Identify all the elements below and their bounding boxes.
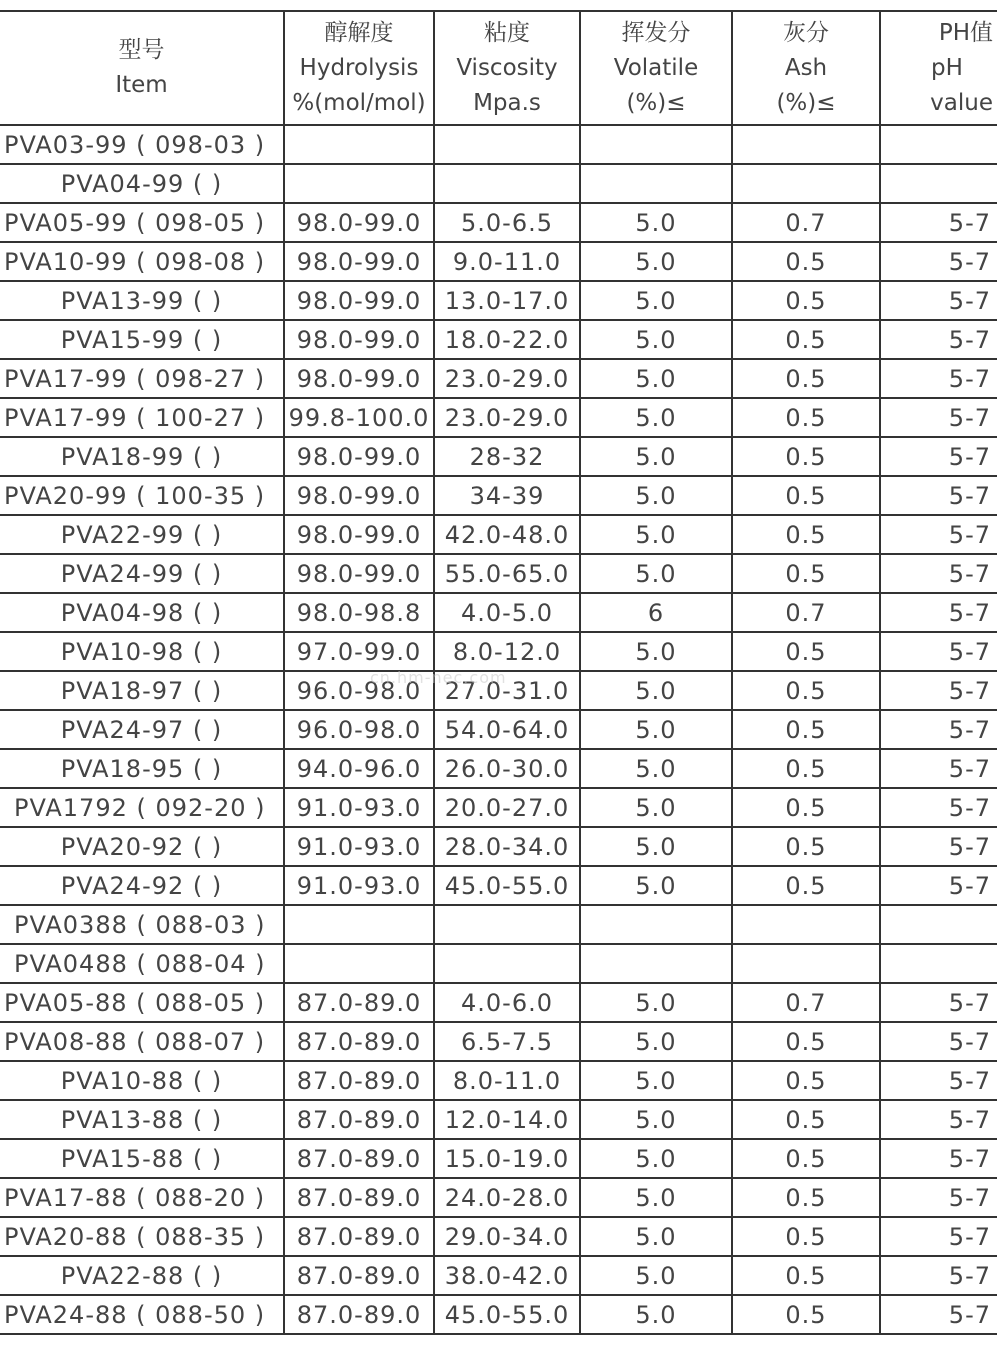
cell-viscosity [434, 164, 580, 203]
cell-ash: 0.5 [732, 476, 880, 515]
cell-hydrolysis: 98.0-98.8 [284, 593, 434, 632]
cell-item: PVA10-99 ( 098-08 ) [0, 242, 284, 281]
cell-hydrolysis: 87.0-89.0 [284, 1256, 434, 1295]
header-volatile [580, 11, 732, 125]
table-row [0, 398, 997, 437]
table-row [0, 164, 997, 203]
cell-viscosity: 34-39 [434, 476, 580, 515]
cell-viscosity: 12.0-14.0 [434, 1100, 580, 1139]
table-row [0, 203, 997, 242]
cell-item: PVA03-99 ( 098-03 ) [0, 125, 284, 164]
cell-hydrolysis: 87.0-89.0 [284, 1139, 434, 1178]
cell-item: PVA20-99 ( 100-35 ) [0, 476, 284, 515]
table-row [0, 944, 997, 983]
cell-item: PVA17-99 ( 098-27 ) [0, 359, 284, 398]
header-hydrolysis-en: Hydrolysis [299, 54, 419, 81]
cell-volatile: 5.0 [580, 1256, 732, 1295]
cell-hydrolysis: 98.0-99.0 [284, 281, 434, 320]
header-volatile-unit: (%)≤ [626, 89, 686, 116]
cell-ph: 5-7 [880, 476, 997, 515]
cell-ash [732, 164, 880, 203]
cell-hydrolysis: 87.0-89.0 [284, 1295, 434, 1334]
table-row [0, 476, 997, 515]
cell-viscosity: 23.0-29.0 [434, 359, 580, 398]
cell-ph: 5-7 [880, 1217, 997, 1256]
table-row [0, 1061, 997, 1100]
cell-ph: 5-7 [880, 710, 997, 749]
cell-volatile: 5.0 [580, 1178, 732, 1217]
cell-ash: 0.5 [732, 749, 880, 788]
cell-volatile: 5.0 [580, 1139, 732, 1178]
table-row [0, 1139, 997, 1178]
cell-hydrolysis [284, 944, 434, 983]
table-row [0, 281, 997, 320]
cell-ph: 5-7 [880, 1256, 997, 1295]
cell-ph: 5-7 [880, 281, 997, 320]
cell-volatile: 5.0 [580, 1022, 732, 1061]
cell-volatile: 5.0 [580, 476, 732, 515]
cell-ph: 5-7 [880, 632, 997, 671]
cell-ash: 0.5 [732, 632, 880, 671]
table-row [0, 515, 997, 554]
header-viscosity-cn: 粘度 [484, 19, 530, 46]
cell-viscosity: 55.0-65.0 [434, 554, 580, 593]
table-row [0, 788, 997, 827]
cell-ash: 0.7 [732, 203, 880, 242]
cell-volatile: 5.0 [580, 1061, 732, 1100]
cell-ph: 5-7 [880, 866, 997, 905]
cell-hydrolysis: 97.0-99.0 [284, 632, 434, 671]
cell-hydrolysis: 98.0-99.0 [284, 437, 434, 476]
cell-ash: 0.5 [732, 242, 880, 281]
table-row [0, 905, 997, 944]
cell-volatile: 5.0 [580, 710, 732, 749]
cell-ash: 0.5 [732, 1139, 880, 1178]
table-row [0, 749, 997, 788]
cell-volatile [580, 905, 732, 944]
header-ash-cn: 灰分 [783, 19, 829, 46]
cell-volatile: 5.0 [580, 359, 732, 398]
cell-ph: 5-7 [880, 1178, 997, 1217]
table-row [0, 437, 997, 476]
cell-viscosity: 26.0-30.0 [434, 749, 580, 788]
cell-volatile: 5.0 [580, 1100, 732, 1139]
header-viscosity-en: Viscosity [456, 54, 558, 81]
cell-viscosity: 20.0-27.0 [434, 788, 580, 827]
cell-hydrolysis: 91.0-93.0 [284, 827, 434, 866]
cell-hydrolysis: 98.0-99.0 [284, 515, 434, 554]
table-row [0, 632, 997, 671]
cell-volatile: 5.0 [580, 203, 732, 242]
cell-item: PVA15-88 ( ) [0, 1139, 284, 1178]
table-row [0, 320, 997, 359]
cell-hydrolysis [284, 164, 434, 203]
cell-item: PVA18-99 ( ) [0, 437, 284, 476]
header-ph-cn: PH值 [938, 19, 993, 46]
cell-item: PVA0488 ( 088-04 ) [0, 944, 284, 983]
cell-hydrolysis: 87.0-89.0 [284, 1100, 434, 1139]
cell-ph: 5-7 [880, 593, 997, 632]
cell-viscosity: 42.0-48.0 [434, 515, 580, 554]
cell-hydrolysis: 96.0-98.0 [284, 671, 434, 710]
cell-volatile: 5.0 [580, 320, 732, 359]
cell-ash: 0.5 [732, 1295, 880, 1334]
table-row [0, 866, 997, 905]
cell-ash: 0.5 [732, 515, 880, 554]
cell-item: PVA1792 ( 092-20 ) [0, 788, 284, 827]
cell-item: PVA17-88 ( 088-20 ) [0, 1178, 284, 1217]
cell-volatile: 5.0 [580, 437, 732, 476]
cell-item: PVA13-88 ( ) [0, 1100, 284, 1139]
cell-ash: 0.7 [732, 983, 880, 1022]
cell-viscosity: 8.0-11.0 [434, 1061, 580, 1100]
cell-ash: 0.5 [732, 281, 880, 320]
table-row [0, 671, 997, 710]
cell-viscosity: 28.0-34.0 [434, 827, 580, 866]
cell-ph: 5-7 [880, 242, 997, 281]
cell-hydrolysis: 98.0-99.0 [284, 476, 434, 515]
cell-hydrolysis: 87.0-89.0 [284, 1178, 434, 1217]
cell-volatile: 5.0 [580, 554, 732, 593]
cell-ph: 5-7 [880, 749, 997, 788]
cell-ph [880, 125, 997, 164]
cell-ash [732, 944, 880, 983]
cell-item: PVA0388 ( 088-03 ) [0, 905, 284, 944]
table-row [0, 1256, 997, 1295]
cell-item: PVA22-99 ( ) [0, 515, 284, 554]
cell-ash: 0.5 [732, 866, 880, 905]
watermark: cn.hm-nec.com [370, 668, 507, 687]
cell-ph: 5-7 [880, 1139, 997, 1178]
cell-viscosity: 4.0-5.0 [434, 593, 580, 632]
cell-item: PVA05-88 ( 088-05 ) [0, 983, 284, 1022]
cell-ph [880, 944, 997, 983]
cell-ash: 0.5 [732, 437, 880, 476]
cell-item: PVA24-99 ( ) [0, 554, 284, 593]
cell-volatile: 5.0 [580, 866, 732, 905]
cell-ash: 0.5 [732, 710, 880, 749]
header-volatile-cn: 挥发分 [621, 19, 691, 46]
cell-ash [732, 125, 880, 164]
cell-hydrolysis: 98.0-99.0 [284, 359, 434, 398]
cell-ash: 0.5 [732, 1061, 880, 1100]
cell-volatile: 5.0 [580, 671, 732, 710]
cell-ash: 0.5 [732, 1022, 880, 1061]
cell-viscosity: 24.0-28.0 [434, 1178, 580, 1217]
table-body [0, 125, 997, 1334]
table-row [0, 1022, 997, 1061]
cell-item: PVA24-92 ( ) [0, 866, 284, 905]
cell-viscosity: 28-32 [434, 437, 580, 476]
header-hydrolysis-cn: 醇解度 [324, 19, 394, 46]
cell-ph: 5-7 [880, 203, 997, 242]
cell-viscosity: 15.0-19.0 [434, 1139, 580, 1178]
cell-volatile: 5.0 [580, 281, 732, 320]
cell-volatile [580, 125, 732, 164]
cell-viscosity: 18.0-22.0 [434, 320, 580, 359]
cell-item: PVA15-99 ( ) [0, 320, 284, 359]
cell-volatile: 5.0 [580, 827, 732, 866]
cell-item: PVA24-97 ( ) [0, 710, 284, 749]
cell-viscosity [434, 905, 580, 944]
cell-viscosity: 9.0-11.0 [434, 242, 580, 281]
cell-hydrolysis: 98.0-99.0 [284, 554, 434, 593]
cell-hydrolysis [284, 125, 434, 164]
cell-ph [880, 164, 997, 203]
cell-viscosity: 4.0-6.0 [434, 983, 580, 1022]
cell-ash: 0.5 [732, 1178, 880, 1217]
cell-viscosity: 45.0-55.0 [434, 866, 580, 905]
cell-volatile: 5.0 [580, 632, 732, 671]
header-hydrolysis-unit: %(mol/mol) [292, 89, 426, 116]
cell-item: PVA10-88 ( ) [0, 1061, 284, 1100]
cell-viscosity: 45.0-55.0 [434, 1295, 580, 1334]
cell-item: PVA08-88 ( 088-07 ) [0, 1022, 284, 1061]
cell-hydrolysis: 98.0-99.0 [284, 320, 434, 359]
table-row [0, 1100, 997, 1139]
cell-viscosity: 23.0-29.0 [434, 398, 580, 437]
cell-hydrolysis: 99.8-100.0 [284, 398, 434, 437]
cell-item: PVA18-95 ( ) [0, 749, 284, 788]
cell-volatile: 5.0 [580, 1217, 732, 1256]
cell-hydrolysis [284, 905, 434, 944]
header-item [0, 11, 284, 125]
header-hydrolysis [284, 11, 434, 125]
cell-ash: 0.5 [732, 788, 880, 827]
cell-ph: 5-7 [880, 1295, 997, 1334]
cell-item: PVA13-99 ( ) [0, 281, 284, 320]
cell-volatile: 5.0 [580, 1295, 732, 1334]
cell-hydrolysis: 87.0-89.0 [284, 1217, 434, 1256]
cell-volatile: 5.0 [580, 398, 732, 437]
cell-ash: 0.7 [732, 593, 880, 632]
cell-hydrolysis: 91.0-93.0 [284, 866, 434, 905]
cell-ash: 0.5 [732, 554, 880, 593]
cell-item: PVA18-97 ( ) [0, 671, 284, 710]
cell-viscosity: 38.0-42.0 [434, 1256, 580, 1295]
table-row [0, 827, 997, 866]
table-row [0, 1217, 997, 1256]
cell-volatile [580, 164, 732, 203]
cell-item: PVA24-88 ( 088-50 ) [0, 1295, 284, 1334]
header-ph-en: pH [931, 54, 963, 81]
cell-viscosity: 8.0-12.0 [434, 632, 580, 671]
cell-viscosity: 29.0-34.0 [434, 1217, 580, 1256]
cell-ash: 0.5 [732, 827, 880, 866]
cell-item: PVA22-88 ( ) [0, 1256, 284, 1295]
cell-ph: 5-7 [880, 983, 997, 1022]
cell-hydrolysis: 98.0-99.0 [284, 242, 434, 281]
header-ash-unit: (%)≤ [776, 89, 836, 116]
cell-ph: 5-7 [880, 437, 997, 476]
cell-ash: 0.5 [732, 1100, 880, 1139]
cell-ph: 5-7 [880, 398, 997, 437]
cell-volatile: 5.0 [580, 983, 732, 1022]
header-volatile-en: Volatile [613, 54, 699, 81]
cell-ash: 0.5 [732, 320, 880, 359]
cell-item: PVA20-88 ( 088-35 ) [0, 1217, 284, 1256]
cell-volatile: 6 [580, 593, 732, 632]
cell-ash: 0.5 [732, 1256, 880, 1295]
cell-viscosity: 5.0-6.5 [434, 203, 580, 242]
header-row [0, 11, 997, 125]
table-row [0, 710, 997, 749]
cell-volatile: 5.0 [580, 515, 732, 554]
cell-ash: 0.5 [732, 671, 880, 710]
header-item-cn: 型号 [118, 37, 165, 63]
table-row [0, 242, 997, 281]
pva-spec-table [0, 10, 997, 1335]
table-row [0, 125, 997, 164]
cell-hydrolysis: 87.0-89.0 [284, 1022, 434, 1061]
header-ph [880, 11, 997, 125]
cell-item: PVA17-99 ( 100-27 ) [0, 398, 284, 437]
cell-ash: 0.5 [732, 398, 880, 437]
cell-ph: 5-7 [880, 1100, 997, 1139]
cell-hydrolysis: 87.0-89.0 [284, 983, 434, 1022]
cell-viscosity: 6.5-7.5 [434, 1022, 580, 1061]
header-ash-en: Ash [784, 54, 828, 81]
table-row [0, 359, 997, 398]
cell-item: PVA04-98 ( ) [0, 593, 284, 632]
cell-volatile: 5.0 [580, 749, 732, 788]
header-ash [732, 11, 880, 125]
cell-ash: 0.5 [732, 1217, 880, 1256]
cell-ph: 5-7 [880, 1022, 997, 1061]
table-row [0, 554, 997, 593]
cell-ash [732, 905, 880, 944]
header-item-en: Item [115, 72, 168, 98]
cell-item: PVA04-99 ( ) [0, 164, 284, 203]
table-row [0, 593, 997, 632]
cell-ph: 5-7 [880, 1061, 997, 1100]
cell-viscosity: 54.0-64.0 [434, 710, 580, 749]
cell-hydrolysis: 98.0-99.0 [284, 203, 434, 242]
header-viscosity [434, 11, 580, 125]
cell-item: PVA20-92 ( ) [0, 827, 284, 866]
cell-ash: 0.5 [732, 359, 880, 398]
cell-viscosity [434, 944, 580, 983]
table-row [0, 983, 997, 1022]
cell-viscosity [434, 125, 580, 164]
header-ph-unit: value [930, 89, 993, 116]
table-row [0, 1295, 997, 1334]
cell-volatile [580, 944, 732, 983]
cell-hydrolysis: 96.0-98.0 [284, 710, 434, 749]
cell-ph: 5-7 [880, 359, 997, 398]
cell-viscosity: 13.0-17.0 [434, 281, 580, 320]
table-row [0, 1178, 997, 1217]
cell-ph [880, 905, 997, 944]
cell-ph: 5-7 [880, 515, 997, 554]
cell-ph: 5-7 [880, 788, 997, 827]
cell-volatile: 5.0 [580, 242, 732, 281]
cell-viscosity: 27.0-31.0 [434, 671, 580, 710]
cell-hydrolysis: 94.0-96.0 [284, 749, 434, 788]
cell-hydrolysis: 87.0-89.0 [284, 1061, 434, 1100]
cell-ph: 5-7 [880, 554, 997, 593]
cell-item: PVA05-99 ( 098-05 ) [0, 203, 284, 242]
cell-ph: 5-7 [880, 827, 997, 866]
header-viscosity-unit: Mpa.s [473, 89, 541, 116]
cell-hydrolysis: 91.0-93.0 [284, 788, 434, 827]
cell-volatile: 5.0 [580, 788, 732, 827]
cell-ph: 5-7 [880, 671, 997, 710]
cell-item: PVA10-98 ( ) [0, 632, 284, 671]
cell-ph: 5-7 [880, 320, 997, 359]
